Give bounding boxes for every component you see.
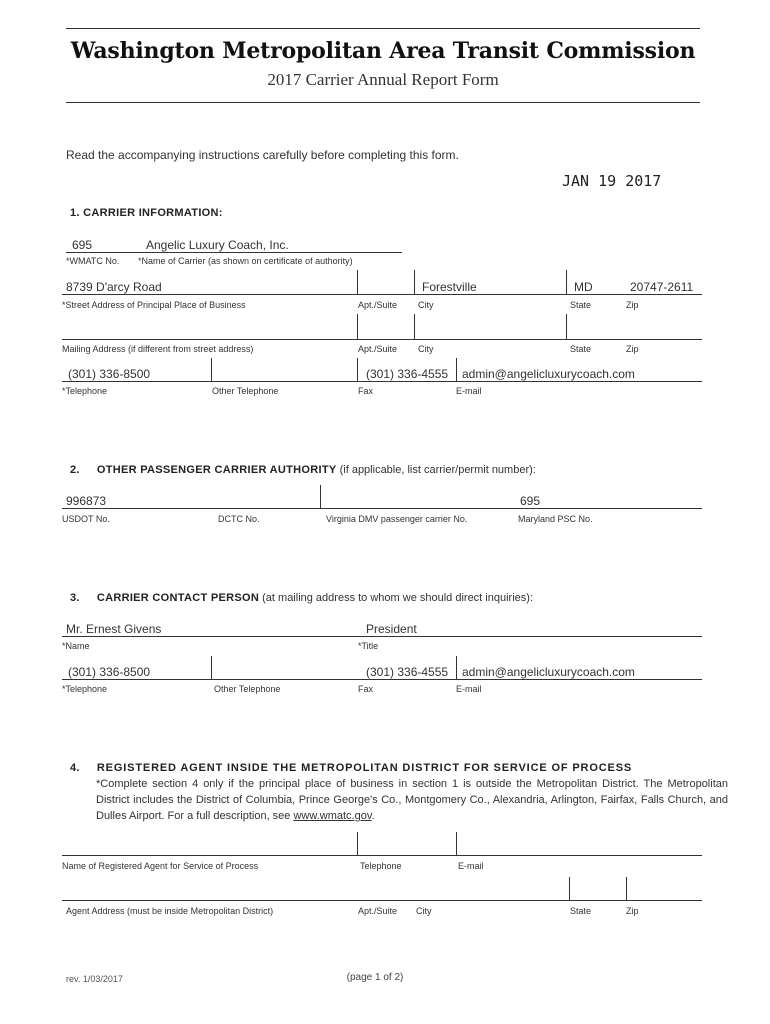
mailing-city-divider <box>566 314 567 340</box>
mailing-divider <box>357 314 358 340</box>
contact-email-label: E-mail <box>456 684 482 694</box>
wmatc-number-label: *WMATC No. <box>66 256 120 266</box>
agent-email-label: E-mail <box>458 861 484 871</box>
agent-city-label: City <box>416 906 432 916</box>
section3-title: CARRIER CONTACT PERSON <box>96 592 260 604</box>
mailing-address-label: Mailing Address (if different from street address) <box>62 344 254 354</box>
contact-title-label: *Title <box>358 641 379 651</box>
street-address-value: 8739 D'arcy Road <box>66 280 162 294</box>
apt-divider <box>414 270 415 295</box>
mailing-zip-label: Zip <box>626 344 639 354</box>
received-date-stamp: JAN 19 2017 <box>562 172 662 190</box>
agent-state-label: State <box>570 906 592 916</box>
carrier-name-value: Angelic Luxury Coach, Inc. <box>146 238 289 252</box>
contact-fax-label: Fax <box>358 684 374 694</box>
authority-divider <box>320 485 321 509</box>
zip-label: Zip <box>626 300 639 310</box>
contact-name-label: *Name <box>62 641 90 651</box>
state-value: MD <box>574 280 593 294</box>
virginia-label: Virginia DMV passenger carrier No. <box>326 514 468 524</box>
agent-address-line <box>62 900 702 901</box>
maryland-psc-value: 695 <box>520 494 541 508</box>
city-value: Forestville <box>422 280 477 294</box>
usdot-value: 996873 <box>66 494 107 508</box>
agent-zip-label: Zip <box>626 906 639 916</box>
contact-telephone-divider <box>211 656 212 680</box>
usdot-label: USDOT No. <box>62 514 110 524</box>
other-telephone-divider <box>357 358 358 382</box>
agent-apt-label: Apt./Suite <box>358 906 398 916</box>
contact-telephone-line <box>62 679 702 680</box>
dctc-label: DCTC No. <box>218 514 260 524</box>
apt-suite-label: Apt./Suite <box>358 300 398 310</box>
agent-name-divider <box>357 832 358 856</box>
section4-title: REGISTERED AGENT INSIDE THE METROPOLITAN DISTRICT FOR SERVICE OF PROCESS <box>96 762 633 774</box>
street-address-line <box>62 294 702 295</box>
section4-description <box>96 776 728 824</box>
mailing-apt-divider <box>414 314 415 340</box>
agent-name-line <box>62 855 702 856</box>
contact-email-value: admin@angelicluxurycoach.com <box>462 665 635 679</box>
mailing-state-label: State <box>570 344 592 354</box>
telephone-value: (301) 336-8500 <box>68 367 151 381</box>
agent-telephone-label: Telephone <box>360 861 402 871</box>
street-address-label: *Street Address of Principal Place of Business <box>62 300 246 310</box>
telephone-divider <box>211 358 212 382</box>
contact-telephone-value: (301) 336-8500 <box>68 665 151 679</box>
contact-name-value: Mr. Ernest Givens <box>66 622 162 636</box>
section1-heading: 1. CARRIER INFORMATION: <box>70 207 223 219</box>
fax-divider <box>456 358 457 382</box>
section3-heading <box>70 592 533 604</box>
top-rule <box>66 28 700 29</box>
state-label: State <box>570 300 592 310</box>
page-subtitle: 2017 Carrier Annual Report Form <box>267 70 499 89</box>
mailing-address-line <box>62 339 702 340</box>
section4-body-text: *Complete section 4 only if the principal place of business in section 1 is outside the Metropolitan District. The Metropolitan District includes the District of Columbia, Prince George's Co., Montgomery Co., Alexandria, Arlington, Fairfax, Falls Church, and Dulles Airport. For a full description, see <box>96 778 728 822</box>
contact-fax-divider <box>456 656 457 680</box>
authority-line <box>62 508 702 509</box>
mailing-city-label: City <box>418 344 434 354</box>
agent-telephone-divider <box>456 832 457 856</box>
wmatc-website-link[interactable]: www.wmatc.gov <box>293 810 372 822</box>
email-label: E-mail <box>456 386 482 396</box>
city-label: City <box>418 300 434 310</box>
revision-date: rev. 1/03/2017 <box>66 974 123 984</box>
other-telephone-label: Other Telephone <box>212 386 279 396</box>
agent-name-label: Name of Registered Agent for Service of Process <box>62 861 259 871</box>
page-number: (page 1 of 2) <box>346 972 404 983</box>
city-divider <box>566 270 567 295</box>
section2-heading <box>70 464 536 476</box>
page-title: Washington Metropolitan Area Transit Commission <box>70 38 696 64</box>
section4-number: 4. <box>70 762 80 774</box>
section3-number: 3. <box>70 592 80 604</box>
section3-note: (at mailing address to whom we should direct inquiries): <box>259 592 533 604</box>
section2-number: 2. <box>70 464 80 476</box>
section2-note: (if applicable, list carrier/permit number): <box>336 464 536 476</box>
contact-fax-value: (301) 336-4555 <box>366 665 449 679</box>
telephone-line <box>62 381 702 382</box>
contact-telephone-label: *Telephone <box>62 684 108 694</box>
contact-other-telephone-label: Other Telephone <box>214 684 281 694</box>
street-divider <box>357 270 358 295</box>
carrier-name-label: *Name of Carrier (as shown on certificate of authority) <box>138 256 353 266</box>
instructions-text: Read the accompanying instructions carefully before completing this form. <box>66 148 459 162</box>
mailing-apt-label: Apt./Suite <box>358 344 398 354</box>
zip-value: 20747-2611 <box>630 280 694 294</box>
carrier-name-line <box>66 252 402 253</box>
telephone-label: *Telephone <box>62 386 108 396</box>
wmatc-number-value: 695 <box>72 238 93 252</box>
agent-address-label: Agent Address (must be inside Metropolitan District) <box>66 906 274 916</box>
maryland-label: Maryland PSC No. <box>518 514 593 524</box>
agent-city-divider <box>569 877 570 901</box>
contact-title-value: President <box>366 622 417 636</box>
fax-label: Fax <box>358 386 374 396</box>
fax-value: (301) 336-4555 <box>366 367 449 381</box>
email-value: admin@angelicluxurycoach.com <box>462 367 635 381</box>
section2-title: OTHER PASSENGER CARRIER AUTHORITY <box>96 464 337 476</box>
header-rule <box>66 102 700 103</box>
section4-body-end: . <box>371 810 375 822</box>
section4-heading <box>70 762 700 774</box>
agent-state-divider <box>626 877 627 901</box>
contact-name-line <box>62 636 702 637</box>
